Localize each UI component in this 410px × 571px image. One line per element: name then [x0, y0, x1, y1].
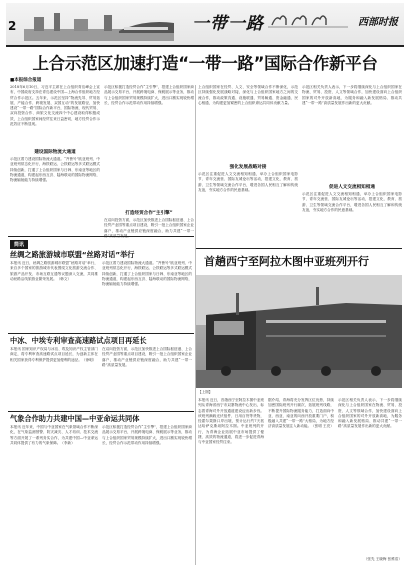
news-brief-body-1-cont: 示范区着力建设国际物流大通道。“齐鲁号”欧亚班列、中亚班列常态化开行，海铁联运、公铁联运等多式联运模式持续创新，打通了上合组织国家与日韩、东南亚等地区的物流通道，构建起东西互济、陆海联动的国际物流网络，物流辐射能力持续增强。	[102, 261, 192, 287]
news-brief-tag: 简讯	[10, 240, 28, 249]
feature-body-1: 本报讯 近日，首趟西宁至阿拉木图中亚班列从青海省西宁市双寨物流中心发出，标志着青海对外开放通道建设迈出新步伐。该班列满载光伏组件、日用百货等货物，经霍尔果斯口岸出境，预计运行约7天抵达哈萨克斯坦阿拉木图。中亚班列的开行，为青海企业拓展中亚市场提供了便捷、高效的物流通道，将进一步促进青海与中亚国家经贸往来。	[198, 398, 264, 445]
article-column-4b: 示范区注重促进人文交流相知相通，举办上合组织国家电影节、青年交流营、国际友城论坛等活动，搭建文化、教育、旅游、卫生等领域交流合作平台，增进各国人民相互了解和传统友谊，夯实地方合作的民意基础。	[302, 192, 402, 212]
feature-body-3: 示范区相关负责人表示，下一步将继续深化与上合组织国家在物流、贸易、投资、人文等领域合作，加快建设面向上合组织国家的对外开放新高地，为服务和融入新发展格局、推动共建“一带一路”高质量发展作出新的更大贡献。	[338, 398, 402, 429]
article-column-3a: 上合组织国家在经贸、人文、安全等领域合作不断深化，示范区持续强化发展战略对接，深化与上合组织国家地方之间的交流合作，推动政策沟通、设施联通、贸易畅通、资金融通、民心相通，为构建更加紧密的上合组织命运共同体贡献力量。	[198, 85, 298, 105]
camel-caravan-icon	[268, 7, 348, 29]
section-brand-title: 一带一路	[192, 14, 264, 34]
subhead-culture: 促进人文交流相知相通	[329, 185, 375, 190]
page-header	[6, 3, 404, 47]
column-rule	[195, 85, 196, 565]
news-brief-title-3: 气象合作助力共建中国—中亚命运共同体	[10, 414, 140, 423]
byline: ■本报综合报道	[10, 78, 42, 83]
train-photo	[196, 275, 402, 388]
article-column-4a: 示范区相关负责人表示，下一步将继续深化与上合组织国家在物流、贸易、投资、人文等领域合作，加快建设面向上合组织国家的对外开放新高地，为服务和融入新发展格局、推动共建“一带一路”高质量发展作出新的更大贡献。	[302, 85, 402, 105]
author-credits: （张先 王晓梅 张维浩）	[363, 557, 402, 561]
news-brief-body-1: 本报讯 近日，丝绸之路旅游城市联盟“丝路对话”举行，来自多个国家的旅游城市代表围绕文化旅游交流合作、旅游产品开发、市场互联互通等议题深入交流，共同推动丝路沿线旅游业繁荣发展。（韩文）	[10, 261, 98, 281]
feature-header	[196, 248, 402, 271]
news-brief-body-3: 本报讯 近年来，中国与中亚国家在气象领域合作不断深化，在气象监测预警、防灾减灾、人才培训、技术交流等方面开展了一系列务实合作，为共建中国—中亚命运共同体提供了有力的气象保障。（李新）	[10, 425, 98, 445]
subhead-strategy: 强化发展战略对接	[229, 165, 267, 170]
train-skyline-illustration	[24, 9, 174, 41]
subhead-logistics: 建设国际物流大通道	[34, 150, 76, 155]
article-column-1b: 示范区着力建设国际物流大通道。“齐鲁号”欧亚班列、中亚班列常态化开行，海铁联运、公铁联运等多式联运模式持续创新，打通了上合组织国家与日韩、东南亚等地区的物流通道，构建起东西互济、陆海联动的国际物流网络，物流辐射能力持续增强。	[10, 157, 100, 183]
newspaper-name: 西部时报	[358, 17, 398, 28]
main-headline: 上合示范区加速打造“一带一路”国际合作新平台	[32, 54, 378, 73]
freight-train-image	[196, 275, 402, 388]
subhead-trade: 打造经贸合作“主引擎”	[125, 211, 173, 216]
caption-label: 【上图】	[198, 390, 213, 394]
article-column-3b: 示范区注重促进人文交流相知相通，举办上合组织国家电影节、青年交流营、国际友城论坛等活动，搭建文化、教育、旅游、卫生等领域交流合作平台，增进各国人民相互了解和传统友谊，夯实地方合作的民意基础。	[198, 172, 298, 192]
feature-body-2: 据介绍，青海将充分发挥区位优势，持续加密国际班列开行频次，拓展班列线路，不断提升国际物流服务能力，打造面向中亚、西亚、南亚的向西开放重要门户，积极融入共建“一带一路”大格局，为地方经济高质量发展注入新动能。（张明 王亮）	[268, 398, 334, 429]
news-brief-title-2: 中冰、中埃专利审查高速路试点项目再延长	[10, 336, 147, 345]
news-brief-body-3-cont: 示范区积极打造经贸合作“主引擎”，搭建上合组织国家商品展示交易平台，开展跨境电商、保税展示等业务，推动与上合组织国家贸易规模持续扩大，进出口额实现较快增长，经贸合作示范带动作用持续增强。	[102, 425, 192, 445]
section-divider	[8, 236, 194, 237]
news-brief-body-2: 本报讯 国家知识产权局与冰岛、埃及知识产权主管部门商定，将专利审查高速路试点项目延长，为创新主体在相关国家获得专利保护提供更加便利的途径。（徐明）	[10, 347, 98, 362]
news-brief-title-1: 丝绸之路旅游城市联盟“丝路对话”举行	[10, 250, 135, 259]
page-number: 2	[8, 19, 17, 33]
photo-caption	[198, 390, 402, 395]
article-column-2a: 示范区积极打造经贸合作“主引擎”，搭建上合组织国家商品展示交易平台，开展跨境电商、保税展示等业务，推动与上合组织国家贸易规模持续扩大，进出口额实现较快增长，经贸合作示范带动作用持续增强。	[104, 85, 194, 105]
section-divider	[8, 411, 194, 412]
article-column-1a: 2018年6月10日，习近平主席在上合组织青岛峰会上宣布，中国政府支持在青岛建设中国—上海合作组织地方经贸合作示范区。五年来，示范区坚持“物流先导、贸易拓展、产能合作、跨境发展、双园互动”的发展路径，加快建设“一带一路”国际合作新平台，国际物流、现代贸易、双向投资合作、商旅文化交流四个中心建设取得积极成效，上合组织国家间经贸往来日益密切，地方经贸合作示范效应不断显现。	[10, 85, 100, 127]
news-brief-body-2-cont: 在双向投资方面，示范区加快推进上合国际枢纽港、上合经贸产业园等重点项目建设，吸引一批上合组织国家企业落户，推动产业链供应链深度融合，助力共建“一带一路”高质量发展。	[102, 347, 192, 367]
feature-title: 首趟西宁至阿拉木图中亚班列开行	[204, 255, 369, 268]
article-column-2b: 在双向投资方面，示范区加快推进上合国际枢纽港、上合经贸产业园等重点项目建设，吸引一批上合组织国家企业落户，推动产业链供应链深度融合，助力共建“一带一	[104, 218, 194, 233]
section-divider	[8, 333, 194, 334]
